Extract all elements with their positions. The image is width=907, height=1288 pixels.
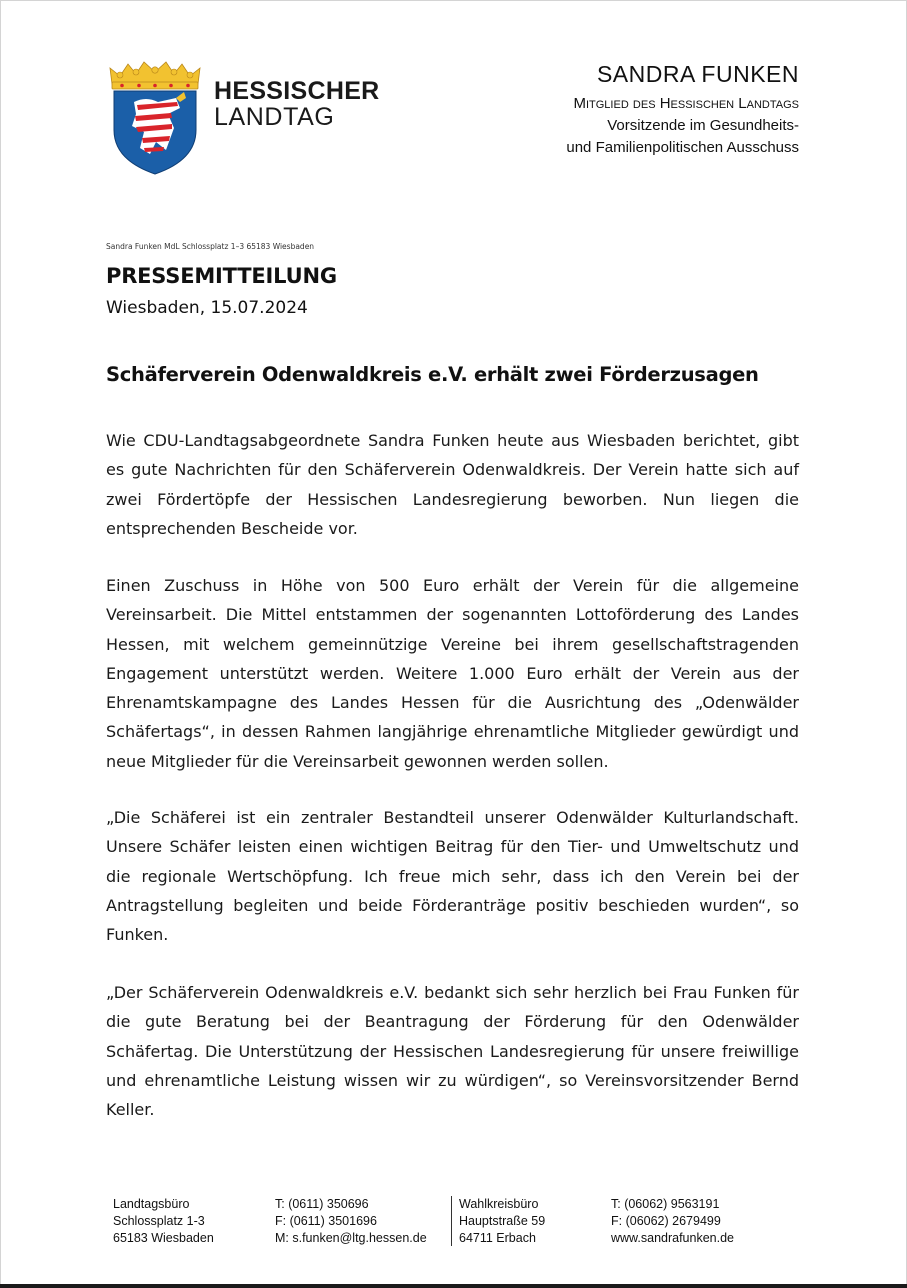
- member-name: SANDRA FUNKEN: [596, 61, 799, 87]
- hessen-coat-of-arms-icon: [106, 58, 204, 176]
- logo-line-1: HESSISCHER: [214, 77, 380, 105]
- paragraph-2: Einen Zuschuss in Höhe von 500 Euro erhält der Verein für die allgemeine Vereinsarbeit. Die Mittel entstammen der sogenannten Lottoförderung des Landes Hessen, mit welchem gemeinnützige Vereine bei ihrem gesellschaftstragenden Engagement unterstützt werden. Weitere 1.000 Euro erhält der Verein aus der Ehrenamtskampagne des Landes Hessen für die Ausrichtung des „Odenwälder Schäfertags“, in dessen Rahmen langjährige ehrenamtliche Mitglieder gewürdigt und neue Mitglieder für die Vereinsarbeit gewonnen werden sollen.: [106, 576, 799, 771]
- paragraph-4: „Der Schäferverein Odenwaldkreis e.V. bedankt sich sehr herzlich bei Frau Funken für die gute Beratung bei der Beantragung der Förderung für den Odenwälder Schäfertag. Die Unterstützung der Hessischen Landesregierung für unsere freiwillige und ehrenamtliche Leistung wissen wir zu würdigen“, so Vereinsvorsitzender Bernd Keller.: [106, 983, 799, 1120]
- district-fax: F: (06062) 2679499: [611, 1214, 721, 1228]
- member-position-line-2: und Familienpolitischen Ausschuss: [566, 139, 799, 156]
- district-street: Hauptstraße 59: [459, 1214, 546, 1228]
- press-release-date: Wiesbaden, 15.07.2024: [106, 298, 308, 318]
- paragraph-1: Wie CDU-Landtagsabgeordnete Sandra Funken heute aus Wiesbaden berichtet, gibt es gute Nachrichten für den Schäferverein Odenwaldkreis. Der Verein hatte sich auf zwei Fördertöpfe der Hessischen Landesregierung beworben. Nun liegen die entsprechenden Bescheide vor.: [106, 431, 799, 538]
- footer-office-address: [113, 1196, 214, 1247]
- office-name: Landtagsbüro: [113, 1197, 190, 1211]
- office-fax: F: (0611) 3501696: [275, 1214, 377, 1228]
- office-street: Schlossplatz 1-3: [113, 1214, 205, 1228]
- footer-district-contact: [611, 1196, 734, 1247]
- letter-footer: [113, 1196, 813, 1248]
- member-position-line-1: Vorsitzende im Gesundheits-: [607, 117, 799, 134]
- logo-line-2: LANDTAG: [214, 103, 335, 131]
- district-website: www.sandrafunken.de: [611, 1231, 734, 1245]
- page-bottom-edge: [0, 1284, 907, 1288]
- office-phone: T: (0611) 350696: [275, 1197, 369, 1211]
- district-office-name: Wahlkreisbüro: [459, 1197, 539, 1211]
- office-email: M: s.funken@ltg.hessen.de: [275, 1231, 427, 1245]
- footer-office-contact: [275, 1196, 427, 1247]
- letterhead-member-info: [566, 60, 799, 159]
- footer-divider: [451, 1196, 452, 1246]
- logo-wordmark: [214, 78, 380, 130]
- footer-district-address: [459, 1196, 545, 1247]
- press-release-title: PRESSEMITTEILUNG: [106, 264, 337, 288]
- article-headline: Schäferverein Odenwaldkreis e.V. erhält zwei Förderzusagen: [106, 363, 759, 386]
- district-city: 64711 Erbach: [459, 1231, 536, 1245]
- office-city: 65183 Wiesbaden: [113, 1231, 214, 1245]
- member-role: Mitglied des Hessischen Landtags: [573, 95, 799, 112]
- hessischer-landtag-logo: [106, 58, 386, 178]
- district-phone: T: (06062) 9563191: [611, 1197, 720, 1211]
- sender-address-line: Sandra Funken MdL Schlossplatz 1–3 65183 Wiesbaden: [106, 242, 315, 251]
- paragraph-3: „Die Schäferei ist ein zentraler Bestandteil unserer Odenwälder Kulturlandschaft. Unsere Schäfer leisten einen wichtigen Beitrag für den Tier- und Umweltschutz und die regionale Wertschöpfung. Ich freue mich sehr, dass ich den Verein bei der Antragstellung begleiten und beide Förderanträge positiv beschieden wurden“, so Funken.: [106, 808, 799, 945]
